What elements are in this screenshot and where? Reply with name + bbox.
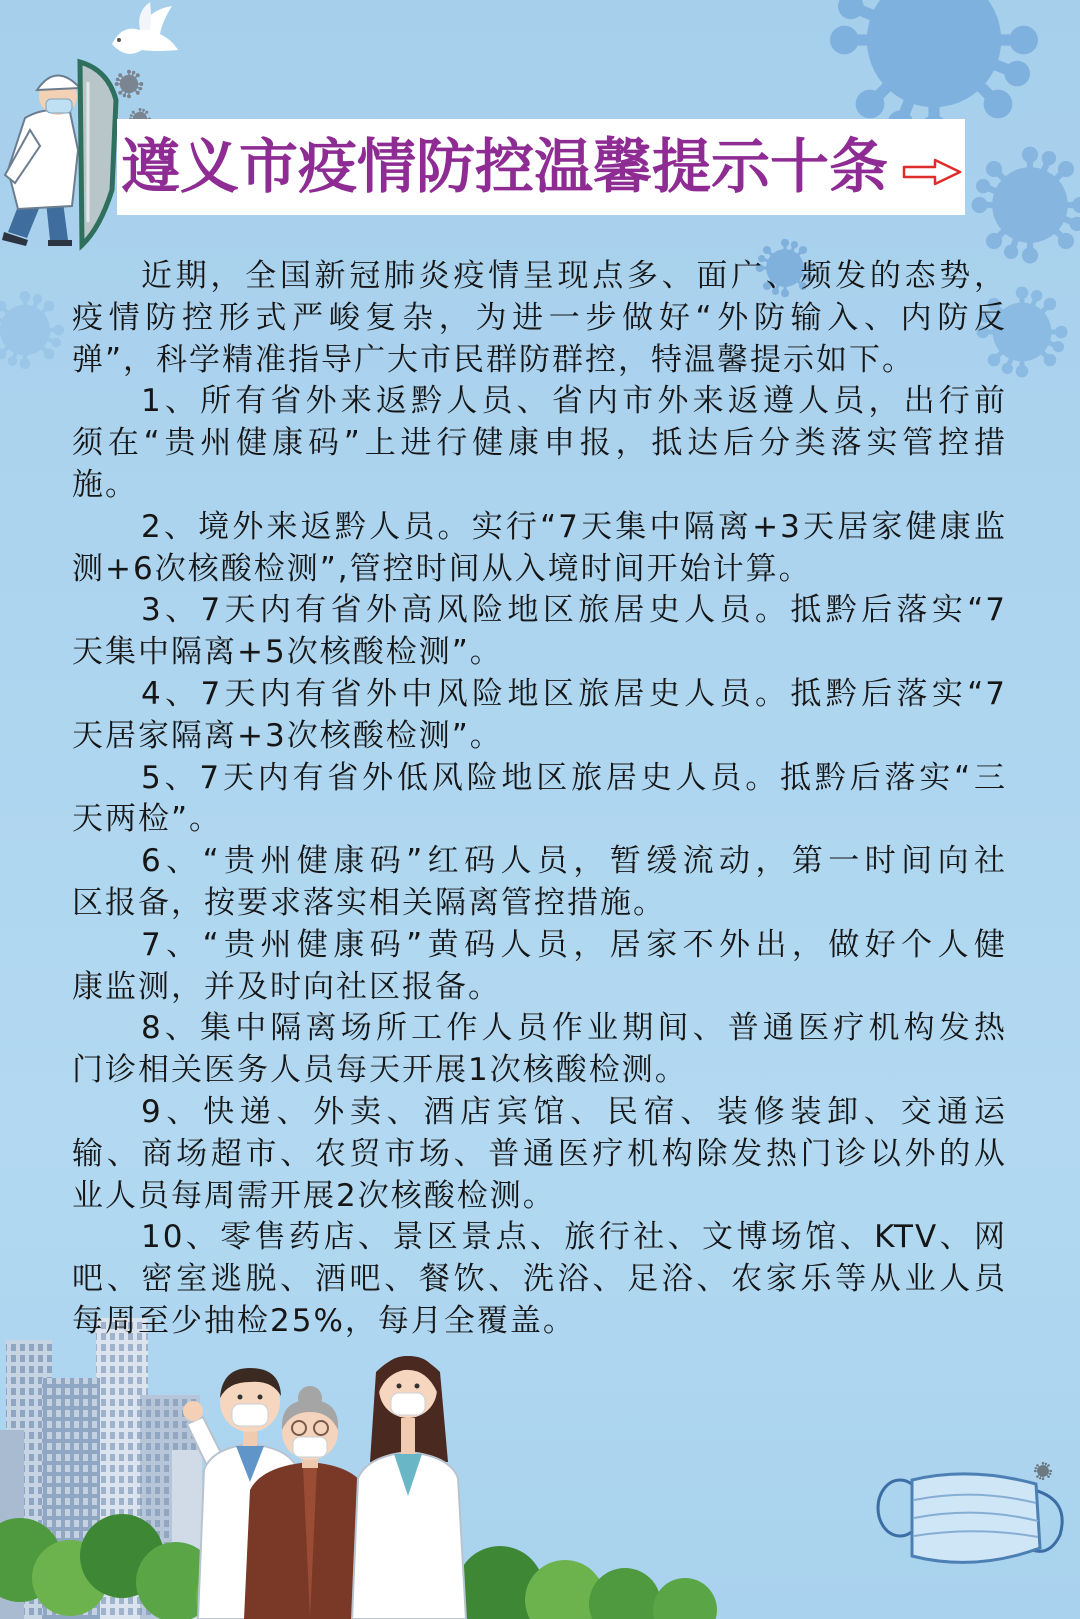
text-line: 弹”，科学精准指导广大市民群防群控，特温馨提示如下。: [72, 341, 916, 378]
right-arrow-icon: [901, 157, 963, 187]
text-line: 4、7天内有省外中风险地区旅居史人员。抵黔后落实“7: [141, 675, 1007, 712]
text-line: 天居家隔离+3次核酸检测”。: [72, 717, 503, 754]
tip-item-6: [72, 841, 1007, 925]
text-line: 6、“贵州健康码”红码人员，暂缓流动，第一时间向社: [141, 843, 1007, 880]
text-line: 施。: [72, 466, 138, 503]
text-line: 7、“贵州健康码”黄码人员，居家不外出，做好个人健: [141, 926, 1007, 963]
text-line: 每周至少抽检25%，每月全覆盖。: [72, 1302, 576, 1339]
tip-item-8: [72, 1008, 1007, 1092]
text-line: 吧、密室逃脱、酒吧、餐饮、洗浴、足浴、农家乐等从业人员: [72, 1261, 1007, 1298]
text-line: 8、集中隔离场所工作人员作业期间、普通医疗机构发热: [141, 1010, 1007, 1047]
dove-icon: [112, 2, 178, 54]
text-line: 须在“贵州健康码”上进行健康申报，抵达后分类落实管控措: [72, 425, 1007, 462]
title-banner: [117, 119, 965, 215]
notice-body: [72, 256, 1007, 1343]
tip-item-9: [72, 1092, 1007, 1217]
text-line: 疫情防控形式严峻复杂，为进一步做好“外防输入、内防反: [72, 299, 1007, 336]
text-line: 5、7天内有省外低风险地区旅居史人员。抵黔后落实“三: [141, 759, 1007, 796]
text-line: 康监测，并及时向社区报备。: [72, 968, 501, 1005]
text-line: 门诊相关医务人员每天开展1次核酸检测。: [72, 1052, 688, 1089]
text-line: 2、境外来返黔人员。实行“7天集中隔离+3天居家健康监: [141, 508, 1007, 545]
text-line: 业人员每周需开展2次核酸检测。: [72, 1177, 556, 1214]
text-line: 近期，全国新冠肺炎疫情呈现点多、面广、频发的态势，: [141, 258, 1007, 294]
text-line: 1、所有省外来返黔人员、省内市外来返遵人员，出行前: [141, 383, 1007, 420]
virus-icon: [115, 70, 144, 99]
virus-icon: [1034, 1462, 1052, 1480]
female-doctor-illustration: [352, 1356, 466, 1619]
tip-item-2: [72, 507, 1007, 591]
tip-item-5: [72, 758, 1007, 842]
tip-item-7: [72, 925, 1007, 1009]
text-line: 输、商场超市、农贸市场、普通医疗机构除发热门诊以外的从: [72, 1135, 1007, 1172]
virus-icon: [972, 147, 1080, 264]
page-title: 遵义市疫情防控温馨提示十条: [121, 132, 889, 201]
virus-icon: [0, 291, 64, 369]
text-line: 天两检”。: [72, 801, 223, 838]
text-line: 天集中隔离+5次核酸检测”。: [72, 634, 503, 671]
tip-item-4: [72, 674, 1007, 758]
tip-item-10: [72, 1217, 1007, 1342]
text-line: 3、7天内有省外高风险地区旅居史人员。抵黔后落实“7: [141, 592, 1007, 629]
text-line: 区报备，按要求落实相关隔离管控措施。: [72, 884, 666, 921]
doctor-with-shield-illustration: [2, 62, 116, 246]
intro-paragraph: [72, 256, 1007, 381]
text-line: 测+6次核酸检测”,管控时间从入境时间开始计算。: [72, 550, 812, 587]
face-mask-icon: [878, 1474, 1062, 1563]
text-line: 9、快递、外卖、酒店宾馆、民宿、装修装卸、交通运: [141, 1093, 1007, 1130]
tip-item-3: [72, 590, 1007, 674]
text-line: 10、零售药店、景区景点、旅行社、文博场馆、KTV、网: [141, 1219, 1007, 1256]
tip-item-1: [72, 381, 1007, 506]
